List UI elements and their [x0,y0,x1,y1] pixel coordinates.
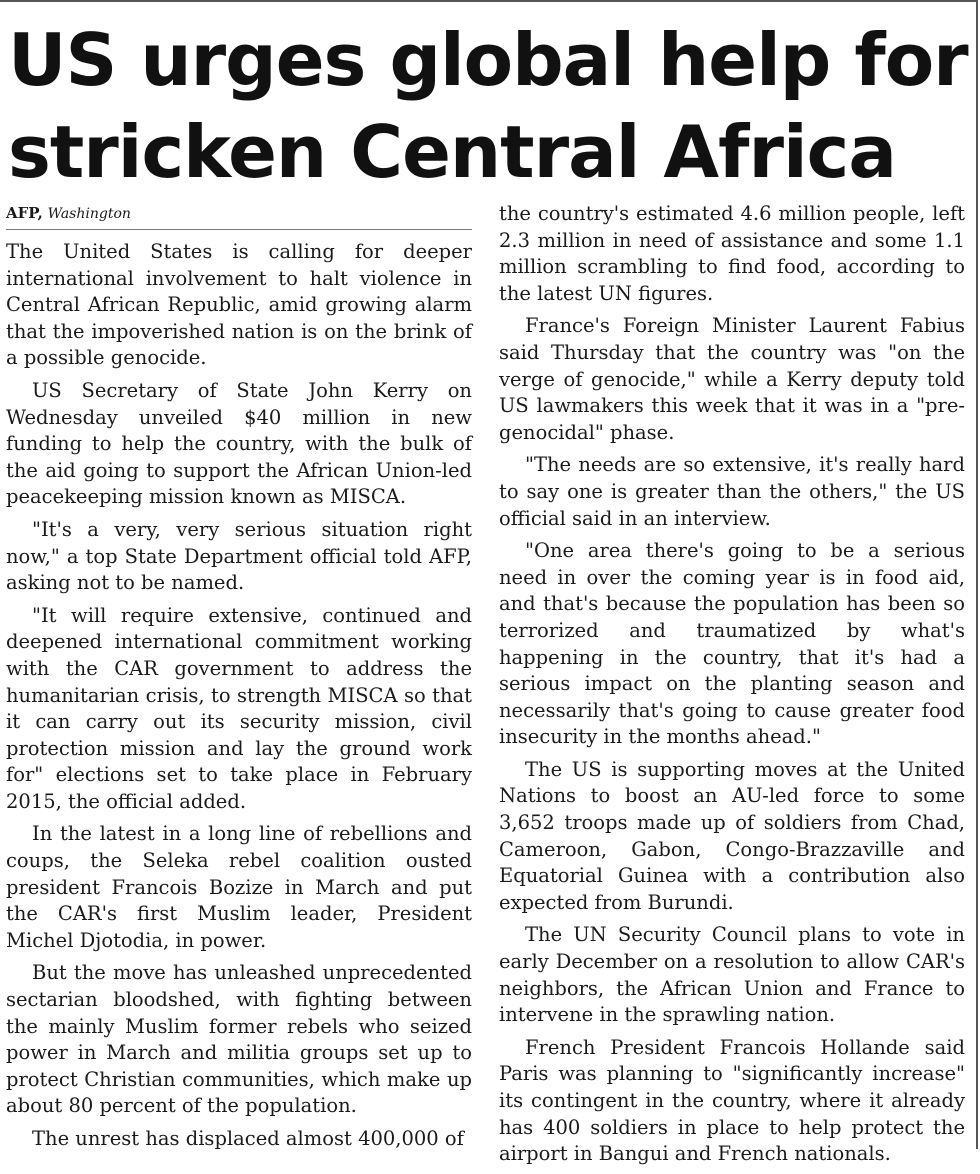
right-column [499,201,965,1174]
paragraph: the country's estimated 4.6 million people, left 2.3 million in need of assistance and some 1.1 million scrambling to find food, according to the latest UN figures. [499,202,965,305]
paragraph: The unrest has displaced almost 400,000 of [32,1127,464,1150]
paragraph: "It's a very, very serious situation right now," a top State Department official told AFP, asking not to be named. [6,517,472,595]
paragraph: The UN Security Council plans to vote in early December on a resolution to allow CAR's neighbors, the African Union and France to intervene in the sprawling nation. [499,923,965,1027]
paragraph: The United States is calling for deeper international involvement to halt violence in Central African Republic, amid growing alarm that the impoverished nation is on the brink of a possible genocide. [6,240,472,370]
paragraph: The US is supporting moves at the United Nations to boost an AU-led force to some 3,652 troops made up of soldiers from Chad, Cameroon, Gabon, Congo-Brazzaville and Equatorial Guinea with a contribution also expected from Burundi. [499,757,965,914]
paragraph: US Secretary of State John Kerry on Wednesday unveiled $40 million in new funding to help the country, with the bulk of the aid going to support the African Union-led peacekeeping mission known as MISCA. [6,378,472,509]
paragraph: In the latest in a long line of rebellions and coups, the Seleka rebel coalition ousted president Francois Bozize in March and put the CAR's first Muslim leader, President Michel Djotodia, in power. [6,822,472,952]
paragraph: French President Francois Hollande said Paris was planning to "significantly increase" its contingent in the country, where it already has 400 soldiers in place to help protect the airport in Bangui and French nationals. [499,1035,965,1166]
byline-place: Washington [47,206,131,222]
paragraph: France's Foreign Minister Laurent Fabius said Thursday that the country was "on the verge of genocide," while a Kerry deputy told US lawmakers this week that it was in a "pre-genocidal" phase. [499,314,965,444]
left-column [6,200,472,1159]
headline: US urges global help for stricken Central Africa [8,18,968,194]
paragraph: But the move has unleashed unprecedented sectarian bloodshed, with fighting between the mainly Muslim former rebels who seized power in March and militia groups set up to protect Christian communities, which make up about 80 percent of the population. [6,961,472,1118]
byline-agency: AFP, [6,204,43,222]
paragraph: "It will require extensive, continued and deepened international commitment working with the CAR government to address the humanitarian crisis, to strength MISCA so that it can carry out its security mission, civil protection mission and lay the ground work for" elections set to take place in February 2015, the official added. [6,603,472,813]
byline [6,200,472,230]
paragraph: "One area there's going to be a serious need in over the coming year is in food aid, and that's because the population has been so terrorized and traumatized by what's happening in the country, that it's had a serious impact on the planting season and necessarily that's going to cause greater food insecurity in the months ahead." [499,539,965,749]
paragraph: "The needs are so extensive, it's really hard to say one is greater than the others," the US official said in an interview. [499,453,965,530]
